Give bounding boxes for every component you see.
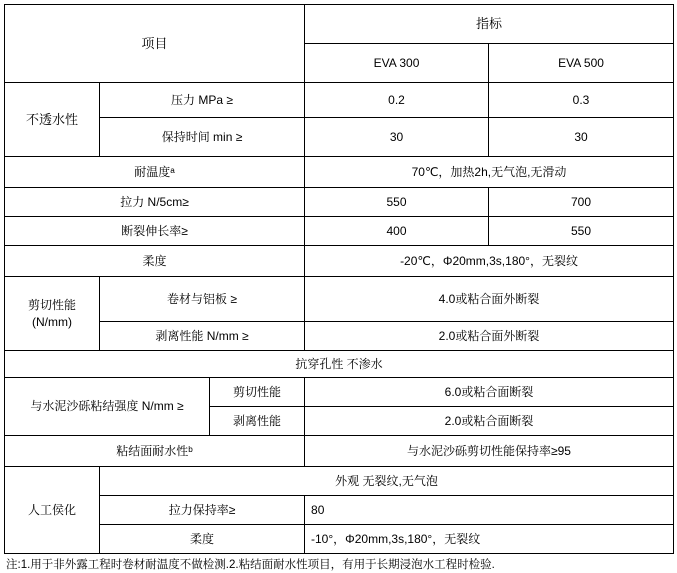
cell-peel-value: 2.0或粘合面外断裂 — [305, 322, 674, 351]
subrow-label-aging-flexibility: 柔度 — [100, 525, 305, 554]
subrow-label-peel: 剥离性能 N/mm ≥ — [100, 322, 305, 351]
table-row — [5, 118, 674, 157]
cell-holdtime-eva500: 30 — [489, 118, 674, 157]
cell-cement-peel-value: 2.0或粘合面断裂 — [305, 407, 674, 436]
subrow-label-sheet-aluminum: 卷材与铝板 ≥ — [100, 277, 305, 322]
subrow-label-aging-tensile-retention: 拉力保持率≥ — [100, 496, 305, 525]
table-row — [5, 188, 674, 217]
row-label-bond-water-resistance: 粘结面耐水性ᵇ — [5, 436, 305, 467]
table-row — [5, 467, 674, 496]
cell-aging-tensile-retention-value: 80 — [305, 496, 674, 525]
cell-heat-resistance-value: 70℃，加热2h,无气泡,无滑动 — [305, 157, 674, 188]
table-footnote: 注:1.用于非外露工程时卷材耐温度不做检测.2.粘结面耐水性项目，有用于长期浸泡水工程时检验. — [6, 559, 495, 571]
table-row — [5, 496, 674, 525]
cell-pressure-eva300: 0.2 — [305, 83, 489, 118]
cell-elongation-eva300: 400 — [305, 217, 489, 246]
table-row — [5, 525, 674, 554]
cell-pressure-eva500: 0.3 — [489, 83, 674, 118]
cell-aging-flexibility-value: -10°，Φ20mm,3s,180°，无裂纹 — [305, 525, 674, 554]
row-label-artificial-aging: 人工侯化 — [5, 467, 100, 554]
table-header-row — [5, 5, 674, 44]
cell-tensile-eva300: 550 — [305, 188, 489, 217]
table-row — [5, 436, 674, 467]
specification-table — [4, 4, 674, 554]
shear-label-main: 剪切性能 — [27, 298, 76, 313]
subrow-label-cement-peel: 剥离性能 — [210, 407, 305, 436]
shear-label-unit: (N/mm) — [32, 314, 72, 329]
table-row — [5, 277, 674, 322]
table-row — [5, 351, 674, 378]
subrow-label-cement-shear: 剪切性能 — [210, 378, 305, 407]
header-grade-eva500: EVA 500 — [489, 44, 674, 83]
cell-holdtime-eva300: 30 — [305, 118, 489, 157]
row-label-cement-bond-strength: 与水泥沙砾粘结强度 N/mm ≥ — [5, 378, 210, 436]
row-label-tensile: 拉力 N/5cm≥ — [5, 188, 305, 217]
cell-aging-appearance: 外观 无裂纹,无气泡 — [100, 467, 674, 496]
row-label-elongation: 断裂伸长率≥ — [5, 217, 305, 246]
row-label-shear-performance — [5, 277, 100, 351]
row-label-heat-resistance: 耐温度ᵃ — [5, 157, 305, 188]
cell-tensile-eva500: 700 — [489, 188, 674, 217]
header-index: 指标 — [305, 5, 674, 44]
cell-cement-shear-value: 6.0或粘合面断裂 — [305, 378, 674, 407]
table-row — [5, 246, 674, 277]
cell-bond-water-resistance-value: 与水泥沙砾剪切性能保持率≥95 — [305, 436, 674, 467]
table-row — [5, 378, 674, 407]
cell-sheet-aluminum-value: 4.0或粘合面外断裂 — [305, 277, 674, 322]
cell-flexibility-value: -20℃，Φ20mm,3s,180°，无裂纹 — [305, 246, 674, 277]
cell-elongation-eva500: 550 — [489, 217, 674, 246]
subrow-label-holdtime: 保持时间 min ≥ — [100, 118, 305, 157]
table-row — [5, 322, 674, 351]
row-label-impermeability: 不透水性 — [5, 83, 100, 157]
table-row — [5, 157, 674, 188]
subrow-label-pressure: 压力 MPa ≥ — [100, 83, 305, 118]
table-row — [5, 217, 674, 246]
header-item: 项目 — [5, 5, 305, 83]
row-label-flexibility: 柔度 — [5, 246, 305, 277]
row-puncture-resistance: 抗穿孔性 不渗水 — [5, 351, 674, 378]
header-grade-eva300: EVA 300 — [305, 44, 489, 83]
table-row — [5, 83, 674, 118]
